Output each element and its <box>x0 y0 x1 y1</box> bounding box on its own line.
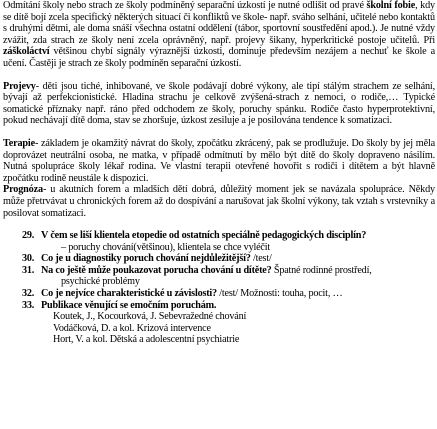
therapy-paragraph <box>3 138 435 184</box>
truancy-term: záškoláctví <box>3 46 50 58</box>
school-phobia-term: školní fobie <box>366 0 416 11</box>
question-text: Co je nejvíce charakteristické u závislosti? <box>41 288 217 300</box>
therapy-text: - základem je okamžitý návrat do školy, zpočátku zkrácený, pak se prodlužuje. Do školy by jej měla doprovázet neutrální osoba, ne matka, v případě odmítnutí by mělo být dítě do školy dopraveno násilím. Nutná spolupráce školy lékař rodina. Ve vlastní terapii otevřené hovořit s rodiči i dítětem a být hlavně zpočátku rodině neustále k dispozici. <box>3 137 435 184</box>
book-item: Hort, V. a kol. Dětská a adolescentní psychiatrie <box>53 334 240 346</box>
book-item: Vodáčková, D. a kol. Krizová intervence <box>53 322 211 334</box>
question-text: Publikace věnující se emočním poruchám. <box>41 299 217 311</box>
question-number: 32. <box>22 288 35 300</box>
question-31 <box>22 264 435 288</box>
question-text: Co je u diagnostiky poruch chování nejdůležitější? <box>41 253 251 265</box>
intro-text: , kdy se dítě bojí zcela specifický některých situací či konfliktů ve škole- např. sváho selhání, učitelé nebo kontaktů s druhými dětmi, ale doma snáší všechna ostatní oddělení (tábor, sportovní soustředění apod.). Je nutné vždy zvážit, zda strach ze školy není zcela oprávněný, např. projevy šikany, hyperkritické postoje učitelů. Při <box>3 0 435 46</box>
intro-line-1: Odmítání školy nebo strach ze školy podmíněný separační úzkostí je nutné odlišit od pravé <box>3 0 364 11</box>
question-answer: – poruchy chování(většinou), klientela se chce vyléčit <box>61 241 271 253</box>
prognosis-text: - u akutních forem a mladších dětí dobrá, důležitý moment jek se navázala spolupráce. Někdy může přetrvávat u chronických forem až do dospívání a narušovat jak školní výkony, tak vztah s vrstevníky a posilovat somatizaci. <box>3 184 435 219</box>
therapy-label: Terapie <box>3 137 35 149</box>
question-text: Na co ještě může poukazovat porucha chování u dítěte? <box>41 264 272 276</box>
question-30 <box>22 253 435 265</box>
question-33 <box>22 299 435 346</box>
question-number: 33. <box>22 299 35 311</box>
prognosis-paragraph <box>3 184 435 219</box>
question-text: V čem se liší klientela etopedie od ostatních speciálně pedagogických disciplín? <box>41 230 367 242</box>
question-number: 30. <box>22 253 35 265</box>
question-32 <box>22 288 435 300</box>
symptoms-paragraph <box>3 81 435 127</box>
question-answer: Špatné rodinné prostředí, <box>271 264 372 276</box>
question-29 <box>22 230 435 253</box>
prognosis-label: Prognóza <box>3 184 43 196</box>
question-list <box>3 230 435 346</box>
intro-paragraph <box>3 0 435 70</box>
symptoms-label: Projevy <box>3 80 36 92</box>
symptoms-text: - děti jsou tiché, inhibované, ve škole podávají dobré výkony, ale tipí stálým strachem ze selhání, bývají až perfekcionistické. Hladina strachu je celkově zvýšená-strach z nemoci, o rodiče,… Typické somatické příznaky např. ráno před odchodem ze školy, poruchy spánku. Rodiče často hyperprotektivní, pokud nechávají dítě doma, stav se zhoršuje, úzkost zesiluje a je posilována tendence k somatizaci. <box>3 80 435 127</box>
question-answer-continued: psychické problémy <box>61 276 140 288</box>
question-number: 29. <box>22 230 35 242</box>
question-answer: /test/ <box>250 253 272 265</box>
question-answer: /test/ Možnosti: touha, pocit, … <box>216 288 343 300</box>
book-item: Koutek, J., Kocourková, J. Sebevražedné chování <box>53 311 247 323</box>
question-number: 31. <box>22 264 35 276</box>
intro-text-end: většinou chybí signály výraznější úzkosti, dominuje především nezájem a nechuť ke škole a učení. Častěji je strach ze školy podmíněn separační úzkostí. <box>3 46 435 69</box>
